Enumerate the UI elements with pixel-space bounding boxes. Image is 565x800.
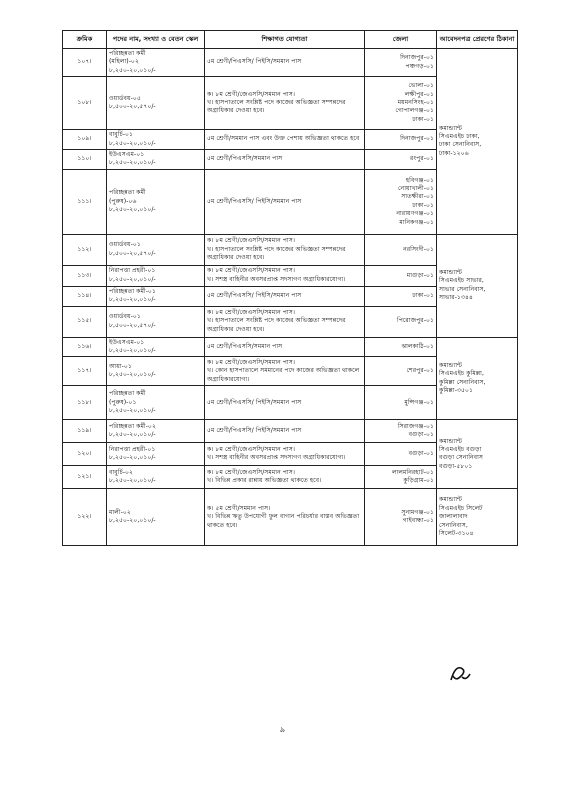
cell-line: বগুড়া-০১ <box>408 450 434 458</box>
cell-line: মালী-০২ <box>109 509 131 517</box>
cell-line: গাইবান্ধা-০১ <box>402 517 434 525</box>
serial-cell: ১১৬। <box>63 337 107 357</box>
cell-line: কমান্ড্যান্ট <box>439 496 462 504</box>
cell-line: ঢাকা সেনানিবাস, <box>439 141 482 149</box>
cell-line: ঝালকাঠি-০১ <box>401 342 434 350</box>
cell-line: ৮,২৫০-২০,০১০/- <box>109 139 156 147</box>
cell-line: ৮,২৫০-২০,০১০/- <box>109 159 156 167</box>
cell-line: পরিচ্ছন্নতা কর্মী <box>109 50 146 57</box>
cell-line: খ। সশস্ত্র বাহিনীর অবসরপ্রাপ্ত সদস্যগণ অগ্রাধিকারযোগ্য। <box>207 454 346 462</box>
table-row <box>63 489 518 546</box>
serial-cell: ১২২। <box>63 489 107 546</box>
cell-line: সুনামগঞ্জ-০১ <box>401 509 434 517</box>
address-cell <box>437 337 518 420</box>
cell-line: নরসিংদী-০১ <box>403 245 434 253</box>
cell-line: রংপুর-০১ <box>410 155 434 163</box>
education-cell <box>205 420 365 443</box>
header-address: আবেদনপত্র প্রেরণের ঠিকানা <box>437 31 518 49</box>
address-cell <box>437 234 518 337</box>
cell-line: ক। ৮ম শ্রেণী/জেএসসি/সমমান পাস। <box>207 237 296 245</box>
cell-line: ৮,২৫০-২০,০১০/- <box>109 454 156 462</box>
cell-line: বাবুর্চি-০২ <box>109 469 134 477</box>
education-cell <box>205 306 365 337</box>
cell-line: কুমিল্লা-৩৫০১ <box>439 386 474 394</box>
education-cell <box>205 150 365 170</box>
cell-line: ৫ম শ্রেণী/সমমান পাস এবং উক্ত পেশায় অভিজ্ঞতা থাকতে হবে <box>207 135 360 143</box>
cell-line: ইউএসএম-০১ <box>109 151 145 159</box>
serial-cell: ১১৪। <box>63 286 107 306</box>
cell-line: কমান্ড্যান্ট <box>439 124 462 132</box>
education-cell <box>205 265 365 286</box>
serial-cell: ১১৮। <box>63 386 107 420</box>
page-number: ৯ <box>279 725 286 734</box>
district-cell <box>365 77 437 130</box>
table-row <box>63 234 518 265</box>
cell-line: ৫ম শ্রেণী/পিএসসি/ পিইসি/সমমান পাস <box>207 197 302 205</box>
cell-line: গোপালগঞ্জ-০১ <box>395 107 434 115</box>
cell-line: ক। ৮ম শ্রেণী/জেএসসি/সমমান পাস। <box>207 446 296 454</box>
cell-line: দিনাজপুর-০১ <box>400 135 434 143</box>
table-row <box>63 337 518 357</box>
cell-line: ৮,২৫০-২০,০১০/- <box>109 407 156 415</box>
serial-cell: ১১৯। <box>63 420 107 443</box>
cell-line: খ। বিভিন্ন ঋতু উপযোগী ফুল বাগান পরিচর্যার বাস্তব অভিজ্ঞতা থাকতে হবে। <box>207 513 360 529</box>
cell-line: শেরপুর-০১ <box>406 367 434 375</box>
district-cell <box>365 234 437 265</box>
post-cell <box>107 265 205 286</box>
post-cell <box>107 286 205 306</box>
cell-line: ৫ম শ্রেণী/পিএসসি/ পিইসি/সমমান পাস <box>207 58 302 66</box>
post-cell <box>107 489 205 546</box>
education-cell <box>205 337 365 357</box>
cell-line: সিএমএইচ সিলেট <box>439 504 483 512</box>
cell-line: পিরোজপুর-০১ <box>396 317 434 325</box>
header-district: জেলা <box>365 31 437 49</box>
serial-cell: ১০৯। <box>63 130 107 150</box>
address-cell <box>437 489 518 546</box>
cell-line: ৫ম শ্রেণী/পিএসসি/সমমান পাস <box>207 342 283 350</box>
cell-line: ওয়ার্ডবয়-০৫ <box>109 94 141 102</box>
cell-line: ঢাকা-০১ <box>412 201 434 209</box>
serial-cell: ১২১। <box>63 466 107 489</box>
cell-line: নোয়াখালী-০১ <box>398 185 434 193</box>
district-cell <box>365 286 437 306</box>
cell-line: ৫ম শ্রেণী/পিএসসি/ পিইসি/সমমান পাস <box>207 427 302 435</box>
cell-line: কমান্ড্যান্ট <box>439 437 462 445</box>
post-cell <box>107 357 205 386</box>
cell-line: ৫ম শ্রেণী/পিএসসি/ পিইসি/সমমান পাস <box>207 292 302 300</box>
cell-line: হবিগঞ্জ-০১ <box>405 176 434 184</box>
cell-line: ৫ম শ্রেণী/পিএসসি/সমমান পাস <box>207 155 283 163</box>
cell-line: ৮,২৫০-২০,০১০/- <box>109 296 156 304</box>
education-cell <box>205 489 365 546</box>
district-cell <box>365 306 437 337</box>
education-cell <box>205 77 365 130</box>
post-cell <box>107 466 205 489</box>
district-cell <box>365 169 437 234</box>
serial-cell: ১১৫। <box>63 306 107 337</box>
education-cell <box>205 386 365 420</box>
cell-line: ৫ম শ্রেণী/পিএসসি/ পিইসি/সমমান পাস <box>207 398 302 406</box>
post-cell <box>107 234 205 265</box>
cell-line: ৮,২৫০-২০,০১০/- <box>109 206 156 214</box>
signature-mark-icon <box>447 660 473 686</box>
cell-line: জালালাবাদ <box>439 513 468 521</box>
cell-line: বগুড়া-০১ <box>408 431 434 439</box>
cell-line: কমান্ড্যান্ট <box>439 361 462 369</box>
cell-line: বগুড়া-৫৮০১ <box>439 462 473 470</box>
cell-line: ৮,২৫০-২০,০১০/- <box>109 347 156 355</box>
cell-line: খ। কোন হাসপাতালে সমমানের পদে কাজের অভিজ্ঞতা থাকলে অগ্রাধিকারযোগ্য। <box>207 367 360 383</box>
cell-line: ৮,২৫০-২০,০১০/- <box>109 371 156 379</box>
cell-line: বগুড়া সেনানিবাস <box>439 454 483 462</box>
cell-line: আয়া-০১ <box>109 363 132 371</box>
post-cell <box>107 77 205 130</box>
post-cell <box>107 306 205 337</box>
cell-line: কমান্ড্যান্ট <box>439 268 462 276</box>
cell-line: খ। হাসপাতালে সংশ্লিষ্ট পদে কাজের অভিজ্ঞতা সম্পন্নদের অগ্রাধিকার দেওয়া হবে। <box>207 99 346 115</box>
cell-line: খ। হাসপাতালে সংশ্লিষ্ট পদে কাজের অভিজ্ঞতা সম্পন্নদের অগ্রাধিকার দেওয়া হবে। <box>207 245 346 262</box>
district-cell <box>365 443 437 466</box>
cell-line: নিরাপত্তা প্রহরী-০১ <box>109 267 156 275</box>
cell-line: পঞ্চগড়-০১ <box>405 62 434 70</box>
cell-line: সিলেট-৩১০৪ <box>439 530 474 538</box>
cell-line: ক। ৮ম শ্রেণী/জেএসসি/সমমান পাস। <box>207 469 296 477</box>
cell-line: ৮,২৫০-২০,০১০/- <box>109 66 156 74</box>
education-cell <box>205 443 365 466</box>
cell-line: সেনানিবাস, <box>439 521 468 529</box>
cell-line: পরিচ্ছন্নতা কর্মী-০২ <box>109 423 156 431</box>
district-cell <box>365 49 437 77</box>
education-cell <box>205 169 365 234</box>
cell-line: পরিচ্ছন্নতা কর্মী <box>109 189 146 197</box>
district-cell <box>365 420 437 443</box>
serial-cell: ১০৭। <box>63 49 107 77</box>
cell-line: (মহিলা)-০২ <box>109 58 139 66</box>
education-cell <box>205 466 365 489</box>
education-cell <box>205 357 365 386</box>
cell-line: সাভার-১৩৪৪ <box>439 294 473 302</box>
cell-line: ক। ৮ম শ্রেণী/জেএসসি/সমমান পাস। <box>207 309 296 317</box>
cell-line: ক। ৮ম শ্রেণী/জেএসসি/সমমান পাস। <box>207 358 296 366</box>
cell-line: ঢাকা-১২০৬ <box>439 149 469 157</box>
cell-line: কুড়িগ্রাম-০১ <box>403 477 434 485</box>
post-cell <box>107 386 205 420</box>
post-cell <box>107 420 205 443</box>
cell-line: সিএমএইচ কুমিল্লা, <box>439 370 484 378</box>
cell-line: বাবুর্চি-০১ <box>109 131 134 139</box>
cell-line: ৮,৫০০-২০,৫৭০/- <box>109 249 156 257</box>
cell-line: ওয়ার্ডবয়-০১ <box>109 241 141 249</box>
cell-line: মাগুড়া-০১ <box>406 271 434 279</box>
district-cell <box>365 150 437 170</box>
table-row <box>63 420 518 443</box>
cell-line: ৮,২৫০-২০,০১০/- <box>109 431 156 439</box>
post-cell <box>107 150 205 170</box>
serial-cell: ১০৮। <box>63 77 107 130</box>
cell-line: সিরাজগঞ্জ-০১ <box>397 423 434 431</box>
district-cell <box>365 489 437 546</box>
district-cell <box>365 130 437 150</box>
post-cell <box>107 337 205 357</box>
cell-line: লক্ষীপুর-০১ <box>404 90 434 98</box>
recruitment-table <box>62 30 518 546</box>
table-row <box>63 49 518 77</box>
header-post: পদের নাম, সংখ্যা ও বেতন স্কেল <box>107 31 205 49</box>
cell-line: ময়মনসিংহ-০১ <box>397 99 434 107</box>
cell-line: লালমনিরহাট-০১ <box>391 469 434 477</box>
district-cell <box>365 337 437 357</box>
post-cell <box>107 443 205 466</box>
cell-line: ক। ৫ম শ্রেণী/সমমান পাস। <box>207 504 271 512</box>
table-body <box>63 49 518 546</box>
cell-line: ক। ৮ম শ্রেণী/জেএসসি/সমমান পাস। <box>207 267 296 275</box>
cell-line: (পুরুষ)-০৬ <box>109 197 137 205</box>
cell-line: মুন্সিগঞ্জ-০১ <box>404 398 434 406</box>
cell-line: ভোলা-০১ <box>408 82 434 90</box>
cell-line: (পুরুষ)-০১ <box>109 398 137 406</box>
cell-line: ৮,২৫০-২০,০১০/- <box>109 517 156 525</box>
serial-cell: ১১০। <box>63 150 107 170</box>
cell-line: দিনাজপুর-০১ <box>400 54 434 62</box>
cell-line: ওয়ার্ডবয়-০১ <box>109 313 141 321</box>
cell-line: ৮,৫০০-২০,৫৭০/- <box>109 321 156 329</box>
cell-line: নিরাপত্তা প্রহরী-০১ <box>109 446 156 454</box>
serial-cell: ১১৩। <box>63 265 107 286</box>
cell-line: সাভার সেনানিবাস, <box>439 285 486 293</box>
cell-line: সিএমএইচ বগুড়া <box>439 446 482 454</box>
serial-cell: ১১১। <box>63 169 107 234</box>
cell-line: ঢাকা-০১ <box>412 115 434 123</box>
cell-line: পরিচ্ছন্নতা কর্মী-০১ <box>109 287 156 295</box>
cell-line: পরিচ্ছন্নতা কর্মী <box>109 390 146 398</box>
district-cell <box>365 357 437 386</box>
cell-line: ৮,২৫০-২০,০১০/- <box>109 275 156 283</box>
cell-line: ক। ৮ম শ্রেণী/জেএসসি/সমমান পাস। <box>207 90 296 98</box>
cell-line: ৮,২৫০-২০,০১০/- <box>109 477 156 485</box>
signature <box>447 660 473 690</box>
header-education: শিক্ষাগত যোগ্যতা <box>205 31 365 49</box>
header-serial: ক্রমিক <box>63 31 107 49</box>
serial-cell: ১২০। <box>63 443 107 466</box>
cell-line: সিএমএইচ ঢাকা, <box>439 133 480 141</box>
cell-line: খ। বিভিন্ন প্রকার রান্নায় অভিজ্ঞতা থাকতে হবে। <box>207 477 322 485</box>
education-cell <box>205 234 365 265</box>
district-cell <box>365 265 437 286</box>
cell-line: খ। হাসপাতালে সংশ্লিষ্ট পদে কাজের অভিজ্ঞতা সম্পন্নদের অগ্রাধিকার দেওয়া হবে। <box>207 317 346 333</box>
district-cell <box>365 386 437 420</box>
serial-cell: ১১৭। <box>63 357 107 386</box>
district-cell <box>365 466 437 489</box>
post-cell <box>107 130 205 150</box>
address-cell <box>437 49 518 235</box>
address-cell <box>437 420 518 489</box>
education-cell <box>205 286 365 306</box>
cell-line: সিএমএইচ সাভার, <box>439 277 484 285</box>
cell-line: ঢাকা-০১ <box>412 292 434 300</box>
cell-line: সাতক্ষীরা-০১ <box>401 193 434 201</box>
post-cell <box>107 49 205 77</box>
cell-line: খ। সশস্ত্র বাহিনীর অবসরপ্রাপ্ত সদস্যগণ অগ্রাধিকারযোগ্য। <box>207 275 346 283</box>
post-cell <box>107 169 205 234</box>
cell-line: ৮,৫০০-২০,৫৭০/- <box>109 103 156 111</box>
serial-cell: ১১২। <box>63 234 107 265</box>
education-cell <box>205 130 365 150</box>
cell-line: মানিকগঞ্জ-০১ <box>399 218 434 226</box>
education-cell <box>205 49 365 77</box>
cell-line: নারায়ণগঞ্জ-০১ <box>396 210 434 218</box>
cell-line: ইউএসএম-০১ <box>109 338 145 346</box>
cell-line: কুমিল্লা সেনানিবাস, <box>439 378 486 386</box>
